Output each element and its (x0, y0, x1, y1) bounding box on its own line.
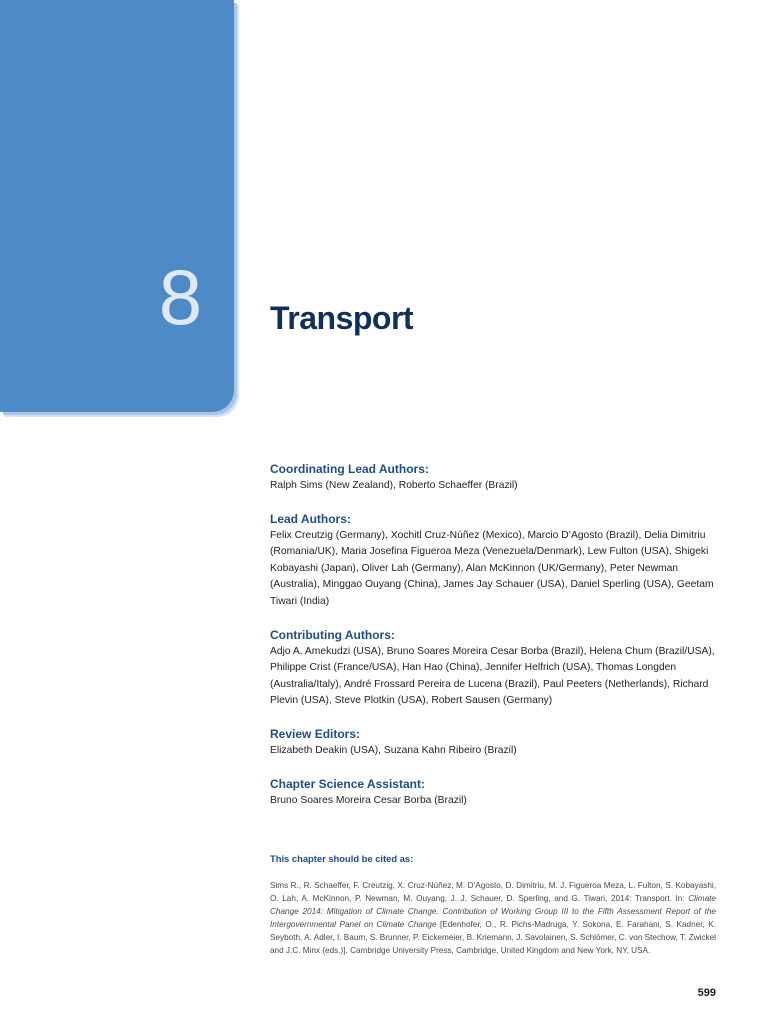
page-number: 599 (697, 987, 716, 999)
review-editors-section (270, 726, 718, 760)
section-body: Elizabeth Deakin (USA), Suzana Kahn Ribeiro (Brazil) (270, 744, 517, 756)
author-list (270, 461, 718, 825)
coordinating-lead-authors-section (270, 461, 718, 495)
section-body: Felix Creutzig (Germany), Xochitl Cruz-Núñez (Mexico), Marcio D’Agosto (Brazil), Delia Dimitriu (Romania/UK), Maria Josefina Figueroa Meza (Venezuela/Denmark), Lew Fulton (USA), Shigeki Kobayashi (Japan), Oliver Lah (Germany), Alan McKinnon (UK/Germany), Peter Newman (Australia), Minggao Ouyang (China), James Jay Schauer (USA), Daniel Sperling (USA), Geetam Tiwari (India) (270, 529, 714, 607)
section-heading: Coordinating Lead Authors: (270, 462, 429, 476)
citation-heading: This chapter should be cited as: (270, 853, 414, 864)
contributing-authors-section (270, 627, 718, 710)
citation-text (270, 879, 716, 958)
lead-authors-section (270, 511, 718, 611)
chapter-science-assistant-section (270, 776, 718, 810)
section-heading: Lead Authors: (270, 511, 351, 526)
section-body: Adjo A. Amekudzi (USA), Bruno Soares Moreira Cesar Borba (Brazil), Helena Chum (Brazil/USA), Philippe Crist (France/USA), Han Hao (China), Jennifer Helfrich (USA), Thomas Longden (Australia/Italy), André Frossard Pereira de Lucena (Brazil), Paul Peeters (Netherlands), Richard Plevin (USA), Steve Plotkin (USA), Robert Sausen (Germany) (270, 645, 715, 707)
chapter-number: 8 (158, 253, 202, 341)
section-body: Bruno Soares Moreira Cesar Borba (Brazil) (270, 794, 467, 806)
section-heading: Chapter Science Assistant: (270, 776, 425, 791)
citation-text-part: Sims R., R. Schaeffer, F. Creutzig, X. Cruz-Núñez, M. D’Agosto, D. Dimitriu, M. J. Figueroa Meza, L. Fulton, S. Kobayashi, O. Lah, A. McKinnon, P. Newman, M. Ouyang, J. J. Schauer, D. Sperling, and G. Tiwari, 2014: Transport. In: (270, 881, 716, 904)
section-heading: Review Editors: (270, 726, 361, 741)
section-heading: Contributing Authors: (270, 627, 395, 642)
chapter-color-block (0, 0, 234, 412)
section-body: Ralph Sims (New Zealand), Roberto Schaeffer (Brazil) (270, 480, 518, 491)
chapter-title: Transport (270, 300, 414, 336)
citation-book-title: Climate Change 2014: Mitigation of Climate Change. Contribution of Working Group III to the Fifth Assessment Report of the Intergovernmental Panel on Climate Change (270, 894, 716, 930)
citation-text-part: [Edenhofer, O., R. Pichs-Madruga, Y. Sokona, E. Farahani, S. Kadner, K. Seyboth, A. Adler, I. Baum, S. Brunner, P. Eickemeier, B. Kriemann, J. Savolainen, S. Schlömer, C. von Stechow, T. Zwickel and J.C. Minx (eds.)]. Cambridge University Press, Cambridge, United Kingdom and New York, NY, USA. (270, 920, 716, 956)
